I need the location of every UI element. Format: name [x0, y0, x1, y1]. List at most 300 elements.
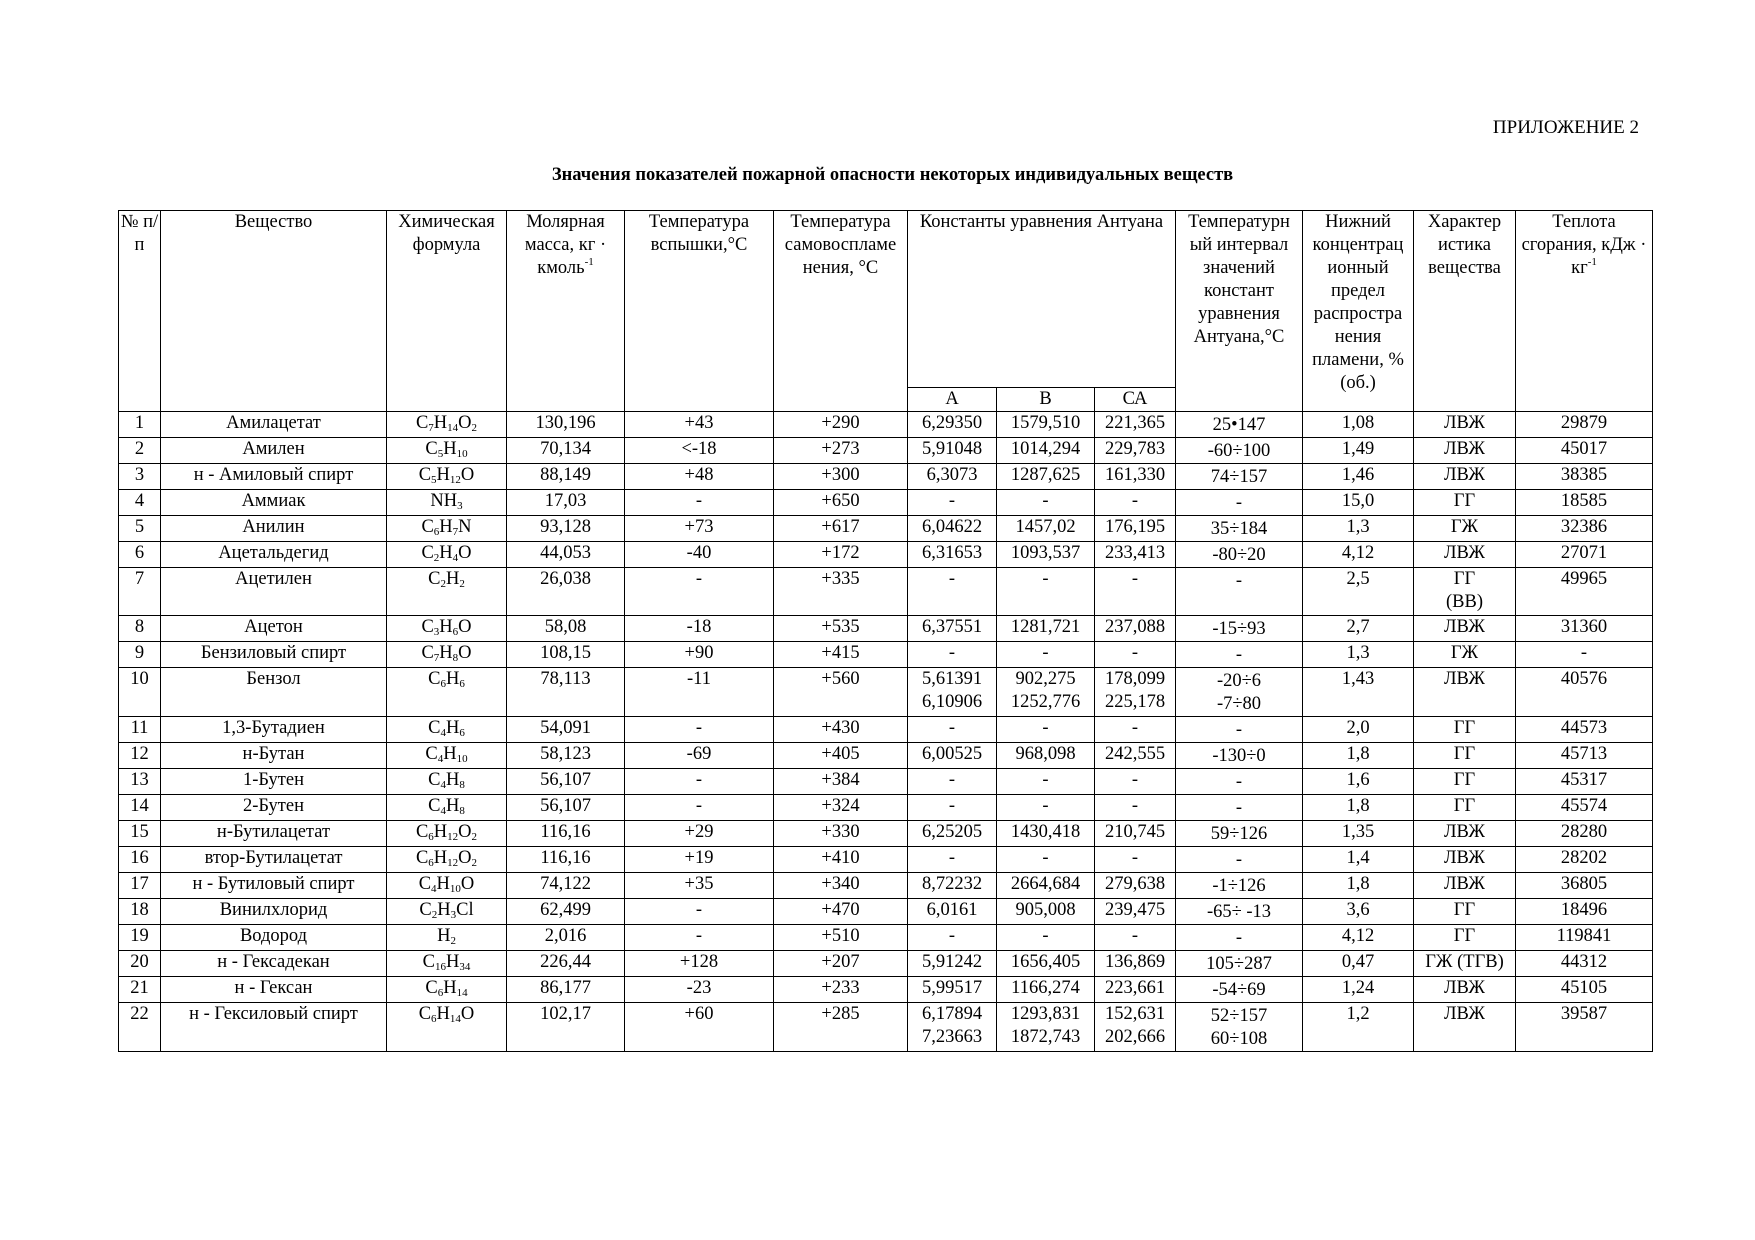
cell-character-line: ЛВЖ — [1443, 1004, 1485, 1024]
cell-heat: - — [1516, 642, 1653, 668]
cell-antoine-b — [997, 769, 1095, 795]
cell-antoine-b-line: 1252,776 — [1010, 692, 1081, 712]
cell-antoine-b-line: 1872,743 — [1010, 1027, 1081, 1047]
cell-temperature-interval-line: -7÷80 — [1216, 694, 1262, 714]
cell-antoine-a-line: 5,61391 — [921, 669, 983, 689]
cell-autoignition: +617 — [774, 516, 908, 542]
cell-formula — [387, 568, 507, 616]
cell-flash-point: +19 — [625, 847, 774, 873]
cell-antoine-a-line: - — [948, 491, 956, 511]
header-heat-of-combustion — [1516, 211, 1653, 412]
cell-antoine-b — [997, 951, 1095, 977]
header-antoine-b: В — [997, 388, 1095, 412]
formula-subscript: 2 — [471, 831, 478, 843]
cell-temperature-interval — [1176, 847, 1303, 873]
cell-molar-mass: 102,17 — [507, 1003, 625, 1052]
header-molar-mass — [507, 211, 625, 412]
header-lower-flammability-limit: Нижний концентрац ионный предел распростра нения пламени, % (об.) — [1303, 211, 1414, 412]
cell-heat: 49965 — [1516, 568, 1653, 616]
formula-element: C — [418, 1004, 432, 1024]
cell-flash-point: +90 — [625, 642, 774, 668]
cell-antoine-b-line: - — [1042, 643, 1049, 663]
formula-element: N — [458, 517, 472, 537]
cell-antoine-b — [997, 717, 1095, 743]
cell-formula — [387, 873, 507, 899]
cell-antoine-a-line: - — [948, 718, 956, 738]
cell-antoine-ca — [1095, 668, 1176, 717]
cell-character-line: ЛВЖ — [1443, 874, 1485, 894]
cell-temperature-interval-line: -65÷ -13 — [1206, 902, 1272, 922]
formula-element: H — [437, 900, 451, 920]
cell-temperature-interval — [1176, 464, 1303, 490]
cell-antoine-ca-line: - — [1131, 491, 1139, 511]
cell-molar-mass: 108,15 — [507, 642, 625, 668]
cell-antoine-a — [908, 616, 997, 642]
cell-antoine-a — [908, 717, 997, 743]
cell-antoine-a — [908, 642, 997, 668]
cell-antoine-ca — [1095, 438, 1176, 464]
formula-subscript: 12 — [447, 831, 459, 843]
cell-temperature-interval-line: - — [1235, 772, 1243, 792]
table-body — [119, 412, 1653, 1052]
cell-character — [1414, 899, 1516, 925]
cell-autoignition: +330 — [774, 821, 908, 847]
cell-autoignition: +207 — [774, 951, 908, 977]
formula-subscript: 2 — [459, 578, 465, 590]
formula-subscript: 34 — [459, 961, 471, 973]
formula-element: C — [425, 439, 438, 459]
cell-temperature-interval-line: -60÷100 — [1207, 441, 1271, 461]
cell-heat: 18585 — [1516, 490, 1653, 516]
cell-antoine-a — [908, 821, 997, 847]
cell-antoine-a-line: - — [948, 926, 956, 946]
cell-molar-mass: 56,107 — [507, 769, 625, 795]
cell-character — [1414, 412, 1516, 438]
cell-formula — [387, 1003, 507, 1052]
formula-subscript: 14 — [447, 422, 459, 434]
cell-molar-mass: 26,038 — [507, 568, 625, 616]
cell-temperature-interval — [1176, 769, 1303, 795]
cell-antoine-a — [908, 516, 997, 542]
cell-antoine-b — [997, 743, 1095, 769]
cell-temperature-interval-line: -54÷69 — [1212, 980, 1266, 1000]
cell-antoine-a — [908, 1003, 997, 1052]
cell-heat: 45017 — [1516, 438, 1653, 464]
formula-element: O — [458, 643, 472, 663]
cell-temperature-interval-line: -20÷6 — [1216, 671, 1262, 691]
cell-number: 21 — [119, 977, 161, 1003]
cell-number: 11 — [119, 717, 161, 743]
cell-molar-mass: 93,128 — [507, 516, 625, 542]
cell-antoine-ca-line: 223,661 — [1104, 978, 1166, 998]
cell-antoine-ca-line: 279,638 — [1104, 874, 1166, 894]
cell-lfl: 1,4 — [1303, 847, 1414, 873]
formula-subscript: 6 — [433, 526, 440, 538]
cell-temperature-interval-line: -80÷20 — [1212, 545, 1266, 565]
cell-formula — [387, 925, 507, 951]
cell-antoine-a — [908, 438, 997, 464]
cell-substance: Аммиак — [161, 490, 387, 516]
formula-subscript: 2 — [471, 422, 478, 434]
cell-antoine-a-line: 6,04622 — [921, 517, 983, 537]
cell-antoine-ca — [1095, 642, 1176, 668]
header-number: № п/п — [119, 211, 161, 412]
cell-antoine-b-line: - — [1042, 770, 1049, 790]
cell-number: 1 — [119, 412, 161, 438]
cell-character — [1414, 464, 1516, 490]
cell-flash-point: - — [625, 925, 774, 951]
cell-antoine-b — [997, 490, 1095, 516]
header-antoine-ca: СА — [1095, 388, 1176, 412]
cell-antoine-b — [997, 542, 1095, 568]
cell-antoine-a — [908, 847, 997, 873]
cell-character — [1414, 873, 1516, 899]
cell-temperature-interval — [1176, 412, 1303, 438]
cell-formula — [387, 847, 507, 873]
cell-antoine-a-line: 6,10906 — [921, 692, 983, 712]
table-row — [119, 717, 1653, 743]
cell-character-line: ГЖ — [1450, 517, 1479, 537]
cell-substance: н-Бутан — [161, 743, 387, 769]
cell-antoine-ca-line: 161,330 — [1104, 465, 1166, 485]
cell-antoine-ca — [1095, 616, 1176, 642]
table-row — [119, 516, 1653, 542]
cell-antoine-a-line: 6,0161 — [926, 900, 978, 920]
cell-temperature-interval-line: -15÷93 — [1212, 619, 1266, 639]
cell-temperature-interval — [1176, 925, 1303, 951]
cell-antoine-b — [997, 873, 1095, 899]
formula-element: H — [439, 617, 453, 637]
cell-antoine-ca — [1095, 412, 1176, 438]
formula-subscript: 4 — [440, 805, 446, 817]
cell-antoine-ca-line: 221,365 — [1104, 413, 1166, 433]
cell-heat: 119841 — [1516, 925, 1653, 951]
cell-temperature-interval-line: - — [1235, 645, 1243, 665]
cell-character-line: ГГ — [1453, 900, 1476, 920]
cell-number: 4 — [119, 490, 161, 516]
cell-lfl: 1,3 — [1303, 642, 1414, 668]
formula-subscript: 3 — [433, 626, 440, 638]
cell-antoine-a-line: 6,17894 — [921, 1004, 983, 1024]
cell-formula — [387, 616, 507, 642]
fire-hazard-table — [118, 210, 1653, 1052]
cell-lfl: 4,12 — [1303, 925, 1414, 951]
cell-antoine-a — [908, 899, 997, 925]
table-row — [119, 873, 1653, 899]
formula-subscript: 3 — [457, 500, 463, 512]
cell-character — [1414, 925, 1516, 951]
formula-element: C — [421, 517, 434, 537]
cell-temperature-interval — [1176, 717, 1303, 743]
table-row — [119, 977, 1653, 1003]
formula-element: H — [445, 669, 460, 689]
cell-antoine-b — [997, 925, 1095, 951]
formula-element: C — [418, 465, 432, 485]
formula-element: C — [421, 643, 434, 663]
cell-antoine-b-line: 1166,274 — [1011, 978, 1080, 998]
cell-antoine-a-line: 7,23663 — [921, 1027, 983, 1047]
cell-antoine-a-line: 6,3073 — [926, 465, 978, 485]
cell-antoine-b-line: 1579,510 — [1010, 413, 1081, 433]
cell-antoine-ca — [1095, 743, 1176, 769]
formula-element: C — [415, 822, 429, 842]
cell-antoine-b-line: - — [1042, 491, 1049, 511]
cell-formula — [387, 668, 507, 717]
cell-antoine-b-line: - — [1042, 796, 1049, 816]
formula-element: C — [418, 874, 432, 894]
cell-flash-point: +35 — [625, 873, 774, 899]
formula-element: H — [443, 744, 457, 764]
formula-element: Cl — [456, 900, 474, 920]
cell-autoignition: +384 — [774, 769, 908, 795]
formula-subscript: 4 — [440, 779, 446, 791]
cell-temperature-interval — [1176, 873, 1303, 899]
formula-element: C — [415, 848, 429, 868]
formula-element: C — [415, 413, 429, 433]
cell-substance: н - Гексан — [161, 977, 387, 1003]
cell-lfl: 1,8 — [1303, 873, 1414, 899]
cell-flash-point: - — [625, 568, 774, 616]
cell-antoine-b-line: 1281,721 — [1010, 617, 1081, 637]
header-autoignition: Температура самовоспламе нения, °С — [774, 211, 908, 412]
cell-substance: н - Амиловый спирт — [161, 464, 387, 490]
cell-formula — [387, 490, 507, 516]
cell-antoine-b-line: 1014,294 — [1010, 439, 1081, 459]
formula-subscript: 6 — [428, 857, 434, 869]
table-row — [119, 464, 1653, 490]
table-row — [119, 490, 1653, 516]
formula-element: H — [439, 643, 453, 663]
cell-character — [1414, 616, 1516, 642]
formula-element: C — [428, 796, 441, 816]
formula-element: O — [458, 617, 472, 637]
cell-heat: 36805 — [1516, 873, 1653, 899]
cell-lfl: 3,6 — [1303, 899, 1414, 925]
cell-autoignition: +340 — [774, 873, 908, 899]
cell-character — [1414, 951, 1516, 977]
cell-heat: 31360 — [1516, 616, 1653, 642]
cell-antoine-ca-line: 237,088 — [1104, 617, 1166, 637]
header-heat-exponent: -1 — [1587, 256, 1597, 268]
cell-character-line: ЛВЖ — [1443, 543, 1485, 563]
formula-subscript: 6 — [459, 678, 465, 690]
formula-element: H — [436, 465, 450, 485]
cell-flash-point: +29 — [625, 821, 774, 847]
formula-element: C — [428, 569, 441, 589]
cell-flash-point: +43 — [625, 412, 774, 438]
cell-lfl: 1,8 — [1303, 795, 1414, 821]
cell-antoine-b — [997, 438, 1095, 464]
formula-subscript: 16 — [434, 961, 446, 973]
cell-formula — [387, 977, 507, 1003]
cell-antoine-a-line: 5,99517 — [921, 978, 983, 998]
cell-autoignition: +285 — [774, 1003, 908, 1052]
cell-flash-point: - — [625, 899, 774, 925]
cell-flash-point: +128 — [625, 951, 774, 977]
cell-temperature-interval — [1176, 616, 1303, 642]
cell-substance: 2-Бутен — [161, 795, 387, 821]
formula-subscript: 2 — [440, 578, 446, 590]
cell-lfl: 15,0 — [1303, 490, 1414, 516]
cell-heat: 45105 — [1516, 977, 1653, 1003]
cell-character — [1414, 795, 1516, 821]
cell-antoine-a-line: 5,91048 — [921, 439, 983, 459]
cell-antoine-b-line: 1293,831 — [1010, 1004, 1081, 1024]
table-row — [119, 642, 1653, 668]
cell-autoignition: +300 — [774, 464, 908, 490]
cell-antoine-ca-line: - — [1131, 848, 1139, 868]
cell-temperature-interval-line: 105÷287 — [1206, 954, 1272, 974]
cell-number: 22 — [119, 1003, 161, 1052]
cell-autoignition: +335 — [774, 568, 908, 616]
cell-flash-point: +60 — [625, 1003, 774, 1052]
cell-substance: Амилацетат — [161, 412, 387, 438]
formula-element: H — [433, 413, 448, 433]
cell-lfl: 0,47 — [1303, 951, 1414, 977]
cell-antoine-a — [908, 743, 997, 769]
formula-element: H — [445, 952, 460, 972]
cell-molar-mass: 116,16 — [507, 821, 625, 847]
cell-lfl: 1,24 — [1303, 977, 1414, 1003]
cell-temperature-interval-line: 52÷157 — [1210, 1006, 1268, 1026]
cell-character-line: (ВВ) — [1446, 592, 1483, 612]
cell-antoine-ca — [1095, 795, 1176, 821]
cell-temperature-interval — [1176, 438, 1303, 464]
cell-flash-point: -11 — [625, 668, 774, 717]
cell-antoine-a-line: - — [948, 770, 956, 790]
cell-molar-mass: 58,123 — [507, 743, 625, 769]
formula-element: H — [445, 718, 460, 738]
formula-subscript: 2 — [431, 909, 438, 921]
formula-subscript: 6 — [431, 1013, 437, 1025]
cell-autoignition: +430 — [774, 717, 908, 743]
table-row — [119, 542, 1653, 568]
cell-formula — [387, 899, 507, 925]
cell-antoine-b-line: 1287,625 — [1010, 465, 1081, 485]
cell-heat: 28202 — [1516, 847, 1653, 873]
table-row — [119, 925, 1653, 951]
cell-antoine-ca-line: - — [1131, 569, 1139, 589]
cell-number: 10 — [119, 668, 161, 717]
cell-antoine-b — [997, 642, 1095, 668]
cell-temperature-interval-line: -1÷126 — [1212, 876, 1266, 896]
cell-antoine-a-line: 8,72232 — [921, 874, 983, 894]
cell-character — [1414, 717, 1516, 743]
cell-number: 16 — [119, 847, 161, 873]
formula-element: H — [443, 978, 457, 998]
cell-formula — [387, 516, 507, 542]
cell-antoine-ca-line: - — [1131, 926, 1139, 946]
formula-element: O — [458, 848, 472, 868]
cell-antoine-a — [908, 977, 997, 1003]
header-antoine-constants: Константы уравнения Антуана — [908, 211, 1176, 388]
cell-antoine-b — [997, 847, 1095, 873]
cell-antoine-a-line: 6,31653 — [921, 543, 983, 563]
cell-antoine-a — [908, 412, 997, 438]
cell-character-line: ГГ — [1453, 718, 1476, 738]
formula-element: NH — [430, 491, 458, 511]
cell-antoine-b — [997, 464, 1095, 490]
cell-flash-point: - — [625, 769, 774, 795]
cell-number: 15 — [119, 821, 161, 847]
cell-molar-mass: 74,122 — [507, 873, 625, 899]
cell-antoine-a — [908, 542, 997, 568]
cell-antoine-ca — [1095, 951, 1176, 977]
cell-substance: Ацетальдегид — [161, 542, 387, 568]
cell-lfl: 2,5 — [1303, 568, 1414, 616]
cell-character — [1414, 438, 1516, 464]
cell-autoignition: +324 — [774, 795, 908, 821]
cell-autoignition: +290 — [774, 412, 908, 438]
table-row — [119, 438, 1653, 464]
cell-antoine-a — [908, 795, 997, 821]
header-formula: Химическая формула — [387, 211, 507, 412]
formula-element: H — [437, 926, 451, 946]
cell-lfl: 1,49 — [1303, 438, 1414, 464]
cell-lfl: 4,12 — [1303, 542, 1414, 568]
formula-subscript: 8 — [452, 652, 459, 664]
cell-antoine-a — [908, 873, 997, 899]
formula-subscript: 14 — [449, 1013, 461, 1025]
cell-heat: 29879 — [1516, 412, 1653, 438]
cell-temperature-interval — [1176, 542, 1303, 568]
table-row — [119, 616, 1653, 642]
cell-heat: 28280 — [1516, 821, 1653, 847]
cell-character-line: ЛВЖ — [1443, 822, 1485, 842]
cell-temperature-interval-line: - — [1235, 928, 1243, 948]
cell-flash-point: -69 — [625, 743, 774, 769]
cell-flash-point: - — [625, 717, 774, 743]
cell-temperature-interval — [1176, 568, 1303, 616]
cell-substance: Водород — [161, 925, 387, 951]
formula-element: H — [436, 874, 450, 894]
cell-antoine-ca-line: 136,869 — [1104, 952, 1166, 972]
cell-antoine-ca-line: 225,178 — [1104, 692, 1166, 712]
cell-heat: 39587 — [1516, 1003, 1653, 1052]
formula-element: C — [421, 617, 434, 637]
cell-antoine-b-line: - — [1042, 926, 1049, 946]
formula-element: C — [428, 718, 441, 738]
cell-temperature-interval-line: - — [1235, 720, 1243, 740]
cell-molar-mass: 116,16 — [507, 847, 625, 873]
formula-element: H — [439, 517, 453, 537]
cell-molar-mass: 62,499 — [507, 899, 625, 925]
cell-number: 20 — [119, 951, 161, 977]
cell-molar-mass: 88,149 — [507, 464, 625, 490]
cell-antoine-a — [908, 464, 997, 490]
cell-formula — [387, 795, 507, 821]
cell-character — [1414, 568, 1516, 616]
cell-flash-point: -18 — [625, 616, 774, 642]
cell-temperature-interval-line: 60÷108 — [1210, 1029, 1268, 1049]
cell-temperature-interval-line: - — [1235, 798, 1243, 818]
cell-antoine-a-line: 6,37551 — [921, 617, 983, 637]
cell-flash-point: -23 — [625, 977, 774, 1003]
cell-antoine-a — [908, 568, 997, 616]
cell-antoine-ca — [1095, 769, 1176, 795]
formula-subscript: 6 — [437, 987, 444, 999]
cell-character-line: ЛВЖ — [1443, 439, 1485, 459]
formula-subscript: 12 — [447, 857, 459, 869]
formula-element: O — [458, 543, 472, 563]
cell-character — [1414, 668, 1516, 717]
cell-temperature-interval — [1176, 795, 1303, 821]
cell-antoine-b — [997, 899, 1095, 925]
cell-antoine-a-line: - — [948, 643, 956, 663]
cell-antoine-ca — [1095, 821, 1176, 847]
cell-antoine-ca-line: 210,745 — [1104, 822, 1166, 842]
cell-temperature-interval — [1176, 490, 1303, 516]
